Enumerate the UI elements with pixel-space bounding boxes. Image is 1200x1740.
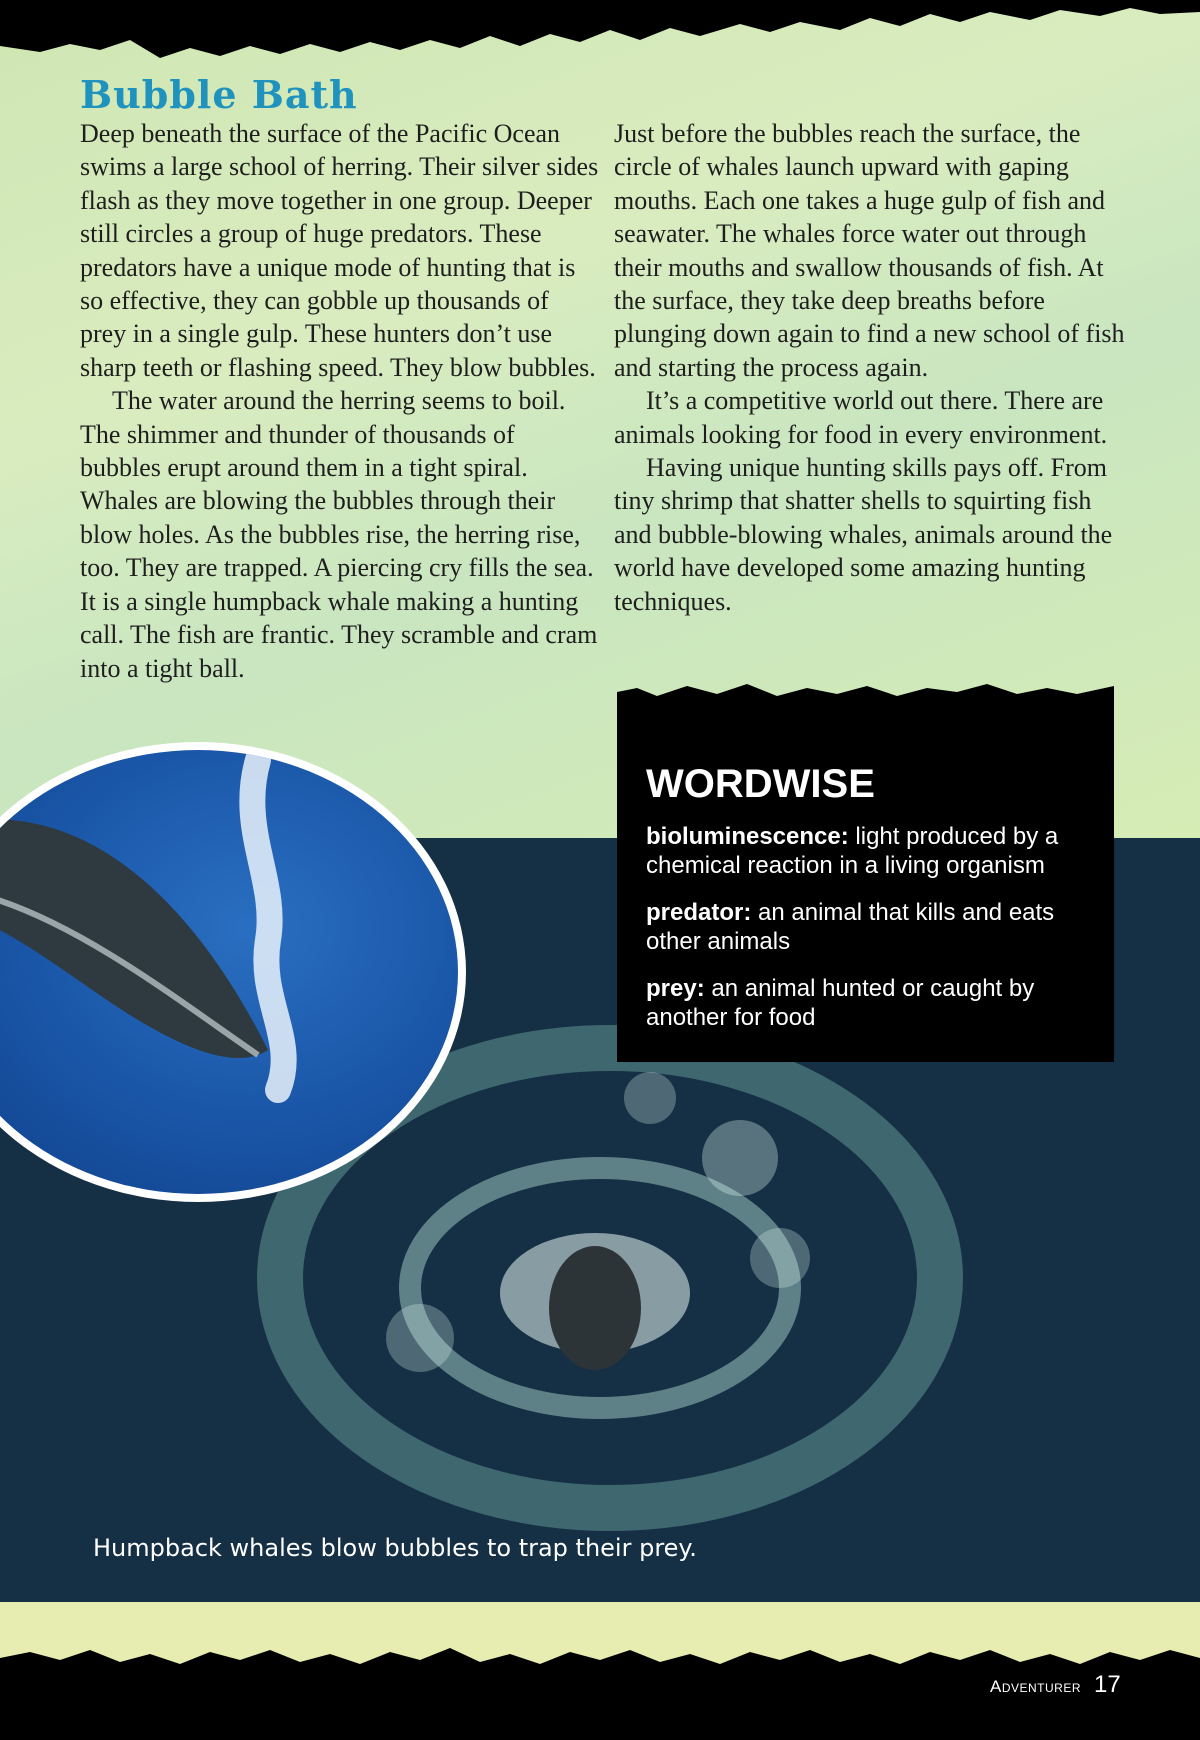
body-paragraph: Having unique hunting skills pays off. From tiny shrimp that shatter shells to squirting fish and bubble-blowing whales, animals around the world have developed some amazing hunting techniques. [614,453,1113,616]
glossary-definition: an animal that kills and eats other animals [646,899,1055,955]
glossary-term: predator: [646,899,752,926]
torn-edge [617,682,1114,712]
page-number: 17 [1094,1671,1121,1698]
body-paragraph: Deep beneath the surface of the Pacific Ocean swims a large school of herring. Their silver sides flash as they move together in one group. Deeper still circles a group of huge predators. These predators have a unique mode of hunting that is so effective, they can gobble up thousands of prey in a single gulp. These hunters don’t use sharp teeth or flashing speed. They blow bubbles. [80,119,599,382]
glossary-entry [646,822,1096,880]
glossary-definition: light produced by a chemical reaction in a living organism [646,823,1059,879]
magazine-name: Adventurer [990,1677,1082,1696]
whale-illustration [0,750,458,1194]
glossary-entry [646,898,1096,956]
glossary-entry [646,974,1096,1032]
photo-caption: Humpback whales blow bubbles to trap their prey. [93,1534,697,1562]
right-column [614,117,1134,618]
body-paragraph: Just before the bubbles reach the surface, the circle of whales launch upward with gaping mouths. Each one takes a huge gulp of fish and seawater. The whales force water out through their mouths and swallow thousands of fish. At the surface, they take deep breaths before plunging down again to find a new school of fish and starting the process again. [614,119,1125,382]
article-title: Bubble Bath [80,72,358,117]
left-column [80,117,600,685]
glossary-term: prey: [646,975,705,1002]
body-paragraph: The water around the herring seems to boil. The shimmer and thunder of thousands of bubbles erupt around them in a tight spiral. Whales are blowing the bubbles through their blow holes. As the bubbles rise, the herring rise, too. They are trapped. A piercing cry fills the sea. It is a single humpback whale making a hunting call. The fish are frantic. They scramble and cram into a tight ball. [80,386,598,683]
wordwise-title: WORDWISE [646,762,875,806]
humpback-bubble-inset-photo [0,742,466,1202]
body-paragraph: It’s a competitive world out there. There are animals looking for food in every environment. [614,386,1108,449]
whale-head [549,1246,641,1370]
glossary-definition: an animal hunted or caught by another for food [646,975,1035,1031]
glossary-term: bioluminescence: [646,823,849,850]
wordwise-glossary-box [617,710,1114,1062]
torn-top-border [0,0,1200,62]
